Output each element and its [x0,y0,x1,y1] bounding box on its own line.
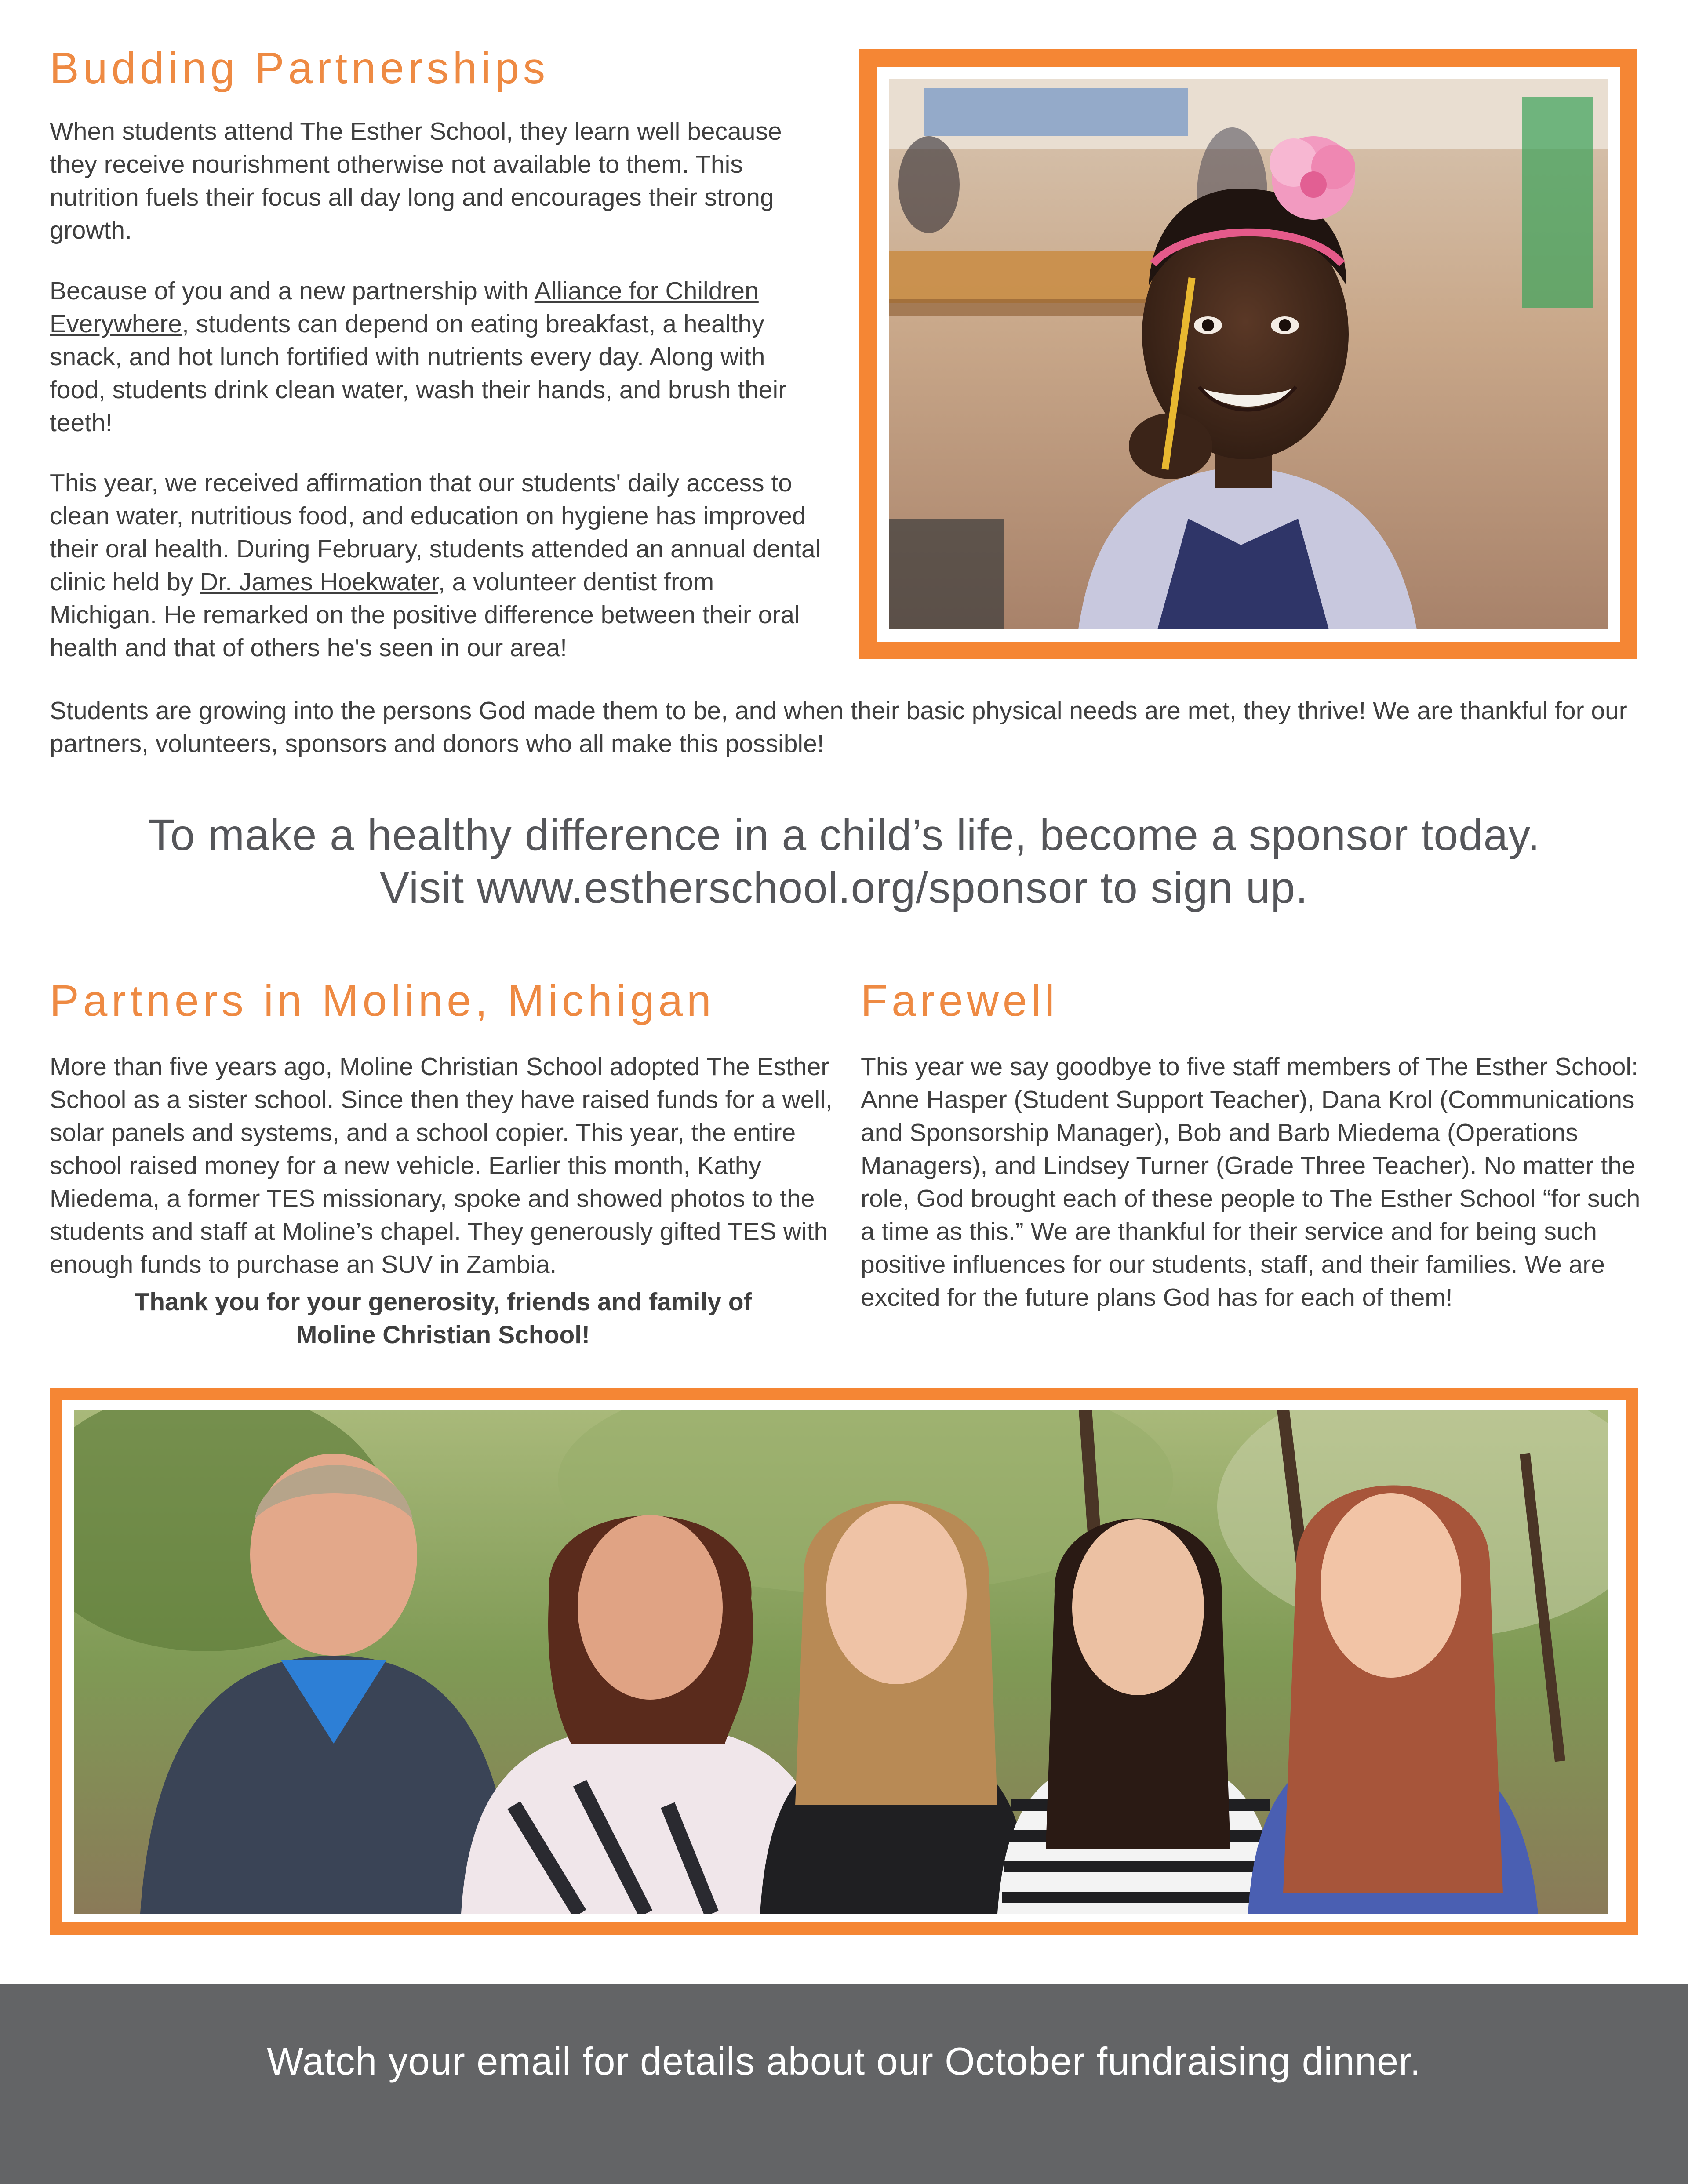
sponsor-cta [0,809,1688,914]
budding-paragraph-4: Students are growing into the persons God made them to be, and when their basic physical needs are met, they thrive! We are thankful for our partners, volunteers, sponsors and donors who all make this possible! [50,697,1627,758]
moline-thanks-line-2: Moline Christian School! [296,1321,590,1349]
student-photo-frame [859,49,1637,659]
moline-thanks [50,1286,837,1352]
moline-thanks-line-1: Thank you for your generosity, friends and family of [134,1288,752,1316]
farewell-body: This year we say goodbye to five staff members of The Esther School: Anne Hasper (Student Support Teacher), Dana Krol (Communications and Sponsorship Manager), Bob and Barb Miedema (Operations Managers), and Lindsey Turner (Grade Three Teacher). No matter the role, God brought each of these people to The Esther School “for such a time as this.” We are thankful for their service and for being such positive influences for our students, staff, and their families. We are excited for the future plans God has for each of them! [861,1053,1641,1312]
moline-body: More than five years ago, Moline Christian School adopted The Esther School as a sister school. Since then they have raised funds for a well, solar panels and systems, and a school copier. This year, the entire school raised money for a new vehicle. Earlier this month, Kathy Miedema, a former TES missionary, spoke and showed photos to the students and staff at Moline’s chapel. They generously gifted TES with enough funds to purchase an SUV in Zambia. [50,1053,833,1279]
footer-banner [0,1984,1688,2184]
farewell-title: Farewell [861,976,1059,1025]
sponsor-cta-line-1: To make a healthy difference in a child’s life, become a sponsor today. [148,810,1540,860]
budding-p3-text-end: , a volunteer dentist from Michigan. He remarked on the positive difference between their oral health and that of others he's seen in our area! [50,568,800,662]
staff-photo-frame [50,1388,1638,1935]
alliance-link[interactable]: Alliance for Children Everywhere [50,277,759,338]
dentist-link[interactable]: Dr. James Hoekwater [200,568,438,596]
sponsor-cta-line-2: Visit www.estherschool.org/sponsor to sign up. [380,863,1308,912]
staff-photo [74,1410,1608,1914]
moline-title: Partners in Moline, Michigan [50,976,715,1025]
budding-paragraph-3 [50,467,823,665]
budding-p2-text-start: Because of you and a new partnership with [50,277,535,305]
student-photo [889,79,1608,629]
budding-p2-text-end: , students can depend on eating breakfast, a healthy snack, and hot lunch fortified with nutrients every day. Along with food, students drink clean water, wash their hands, and brush their teeth! [50,310,787,437]
budding-paragraph-2 [50,275,823,440]
budding-paragraph-1: When students attend The Esther School, they learn well because they receive nourishment otherwise not available to them. This nutrition fuels their focus all day long and encourages their strong growth. [50,117,782,244]
footer-text: Watch your email for details about our October fundraising dinner. [267,2039,1421,2083]
budding-title: Budding Partnerships [50,44,549,93]
budding-p3-text-start: This year, we received affirmation that our students' daily access to clean water, nutritious food, and education on hygiene has improved their oral health. During February, students attended an annual dental clinic held by [50,469,821,596]
